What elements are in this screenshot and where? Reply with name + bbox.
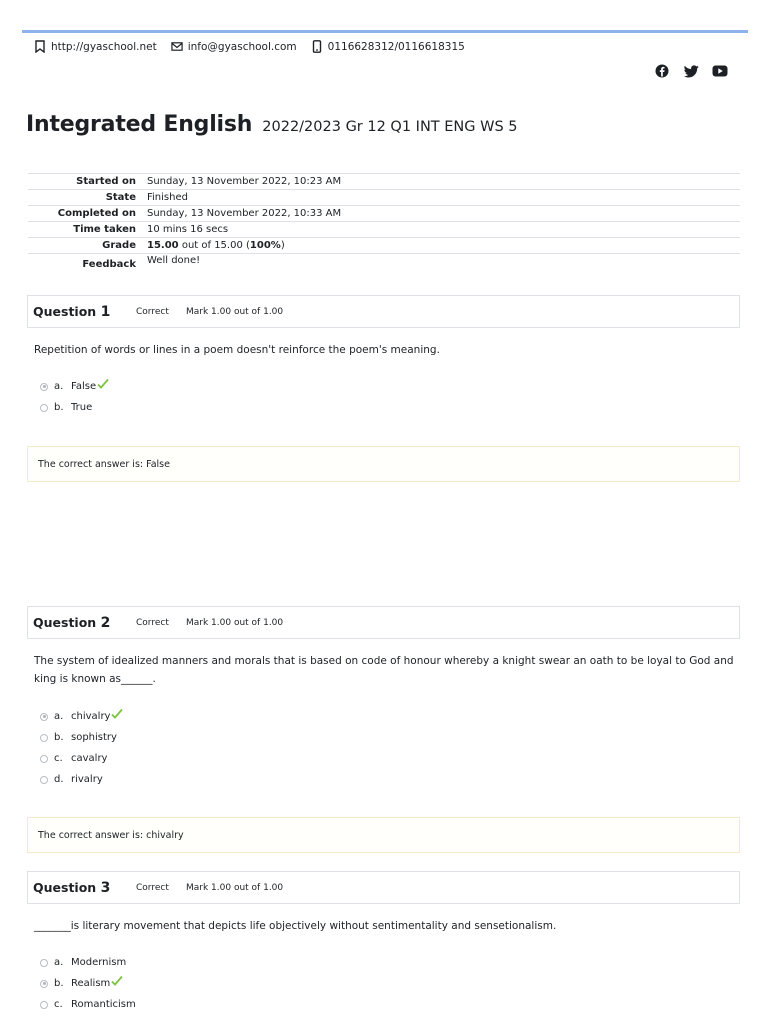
mobile-phone-icon <box>311 40 323 53</box>
option-letter: d. <box>54 774 64 785</box>
question-num: 3 <box>100 879 111 896</box>
question-1-answers <box>40 376 109 418</box>
grade-percent: 100% <box>249 240 281 251</box>
question-label: Question <box>33 879 97 895</box>
option-text: chivalry <box>71 711 111 722</box>
question-3-header <box>27 871 740 904</box>
radio-button[interactable] <box>40 755 48 763</box>
grade-mid: out of 15.00 ( <box>178 240 250 251</box>
completed-label: Completed on <box>57 208 136 219</box>
question-mark: Mark 1.00 out of 1.00 <box>186 617 284 628</box>
radio-button[interactable] <box>40 959 48 967</box>
started-value: Sunday, 13 November 2022, 10:23 AM <box>147 176 342 187</box>
question-2-text: The system of idealized manners and morals that is based on code of honour whereby a knight swear an oath to be loyal to God and king is known as______. <box>34 655 734 685</box>
answer-option[interactable] <box>40 952 136 973</box>
summary-row-grade <box>28 238 740 254</box>
page-title <box>26 112 518 137</box>
website-text: http://gyaschool.net <box>51 40 157 53</box>
option-letter: c. <box>54 753 63 764</box>
question-number <box>33 880 136 896</box>
social-links <box>641 64 728 78</box>
option-letter: b. <box>54 732 64 743</box>
question-state: Correct <box>136 617 169 628</box>
question-1-header <box>27 295 740 328</box>
summary-row-completed <box>28 206 740 222</box>
radio-button[interactable] <box>40 404 48 412</box>
radio-button[interactable] <box>40 776 48 784</box>
checkmark-icon <box>97 378 109 390</box>
answer-option[interactable] <box>40 706 123 727</box>
grade-score: 15.00 <box>147 240 179 251</box>
checkmark-icon <box>111 708 123 720</box>
option-text: cavalry <box>71 753 108 764</box>
question-label: Question <box>33 614 97 630</box>
question-num: 2 <box>100 614 111 631</box>
email-text: info@gyaschool.com <box>187 40 297 53</box>
radio-button[interactable] <box>40 383 48 391</box>
top-accent-bar <box>22 30 748 33</box>
feedback-value: Well done! <box>147 255 201 266</box>
answer-option[interactable] <box>40 769 123 790</box>
question-mark: Mark 1.00 out of 1.00 <box>186 882 284 893</box>
contact-bar <box>34 40 479 53</box>
phone-link[interactable] <box>311 40 465 53</box>
radio-button[interactable] <box>40 734 48 742</box>
answer-option[interactable] <box>40 727 123 748</box>
option-text: Romanticism <box>71 999 136 1010</box>
option-text: True <box>71 402 93 413</box>
checkmark-icon <box>111 975 123 987</box>
question-2-feedback: The correct answer is: chivalry <box>27 817 740 853</box>
summary-row-time <box>28 222 740 238</box>
state-label: State <box>105 192 136 203</box>
summary-row-started <box>28 174 740 190</box>
question-1-feedback: The correct answer is: False <box>27 446 740 482</box>
radio-button[interactable] <box>40 980 48 988</box>
summary-row-state <box>28 190 740 206</box>
question-3-text: _______is literary movement that depicts life objectively without sentimentality and sensetionalism. <box>34 920 557 932</box>
website-link[interactable] <box>34 40 157 53</box>
question-state: Correct <box>136 306 169 317</box>
option-text: Realism <box>71 978 111 989</box>
option-letter: b. <box>54 402 64 413</box>
feedback-label: Feedback <box>82 259 136 270</box>
summary-row-feedback <box>28 254 740 273</box>
youtube-icon[interactable] <box>712 64 728 78</box>
question-label: Question <box>33 303 97 319</box>
time-value: 10 mins 16 secs <box>147 224 229 235</box>
time-label: Time taken <box>73 224 136 235</box>
option-letter: b. <box>54 978 64 989</box>
option-letter: a. <box>54 381 64 392</box>
phone-text: 0116628312/0116618315 <box>327 40 465 53</box>
question-1-text: Repetition of words or lines in a poem doesn't reinforce the poem's meaning. <box>34 344 440 356</box>
question-mark: Mark 1.00 out of 1.00 <box>186 306 284 317</box>
answer-option[interactable] <box>40 397 109 418</box>
option-text: rivalry <box>71 774 103 785</box>
option-text: sophistry <box>71 732 117 743</box>
option-letter: a. <box>54 711 64 722</box>
option-text: False <box>71 381 97 392</box>
question-2-header <box>27 606 740 639</box>
state-value: Finished <box>147 192 188 203</box>
radio-button[interactable] <box>40 713 48 721</box>
grade-end: ) <box>280 240 285 251</box>
grade-value <box>146 238 740 254</box>
started-label: Started on <box>76 176 136 187</box>
envelope-icon <box>171 40 183 53</box>
grade-label: Grade <box>102 240 136 251</box>
option-letter: c. <box>54 999 63 1010</box>
quiz-title: 2022/2023 Gr 12 Q1 INT ENG WS 5 <box>262 119 518 135</box>
question-state: Correct <box>136 882 169 893</box>
answer-option[interactable] <box>40 376 109 397</box>
course-title: Integrated English <box>26 112 253 137</box>
answer-option[interactable] <box>40 994 136 1015</box>
bookmark-icon <box>34 40 46 53</box>
twitter-icon[interactable] <box>683 64 699 78</box>
question-number <box>33 615 136 631</box>
option-letter: a. <box>54 957 64 968</box>
facebook-icon[interactable] <box>654 64 670 78</box>
option-text: Modernism <box>71 957 127 968</box>
email-link[interactable] <box>171 40 297 53</box>
radio-button[interactable] <box>40 1001 48 1009</box>
attempt-summary-table <box>28 173 740 272</box>
answer-option[interactable] <box>40 973 136 994</box>
completed-value: Sunday, 13 November 2022, 10:33 AM <box>147 208 342 219</box>
answer-option[interactable] <box>40 748 123 769</box>
question-2-answers <box>40 706 123 790</box>
question-3-answers <box>40 952 136 1015</box>
question-num: 1 <box>100 303 111 320</box>
question-number <box>33 304 136 320</box>
